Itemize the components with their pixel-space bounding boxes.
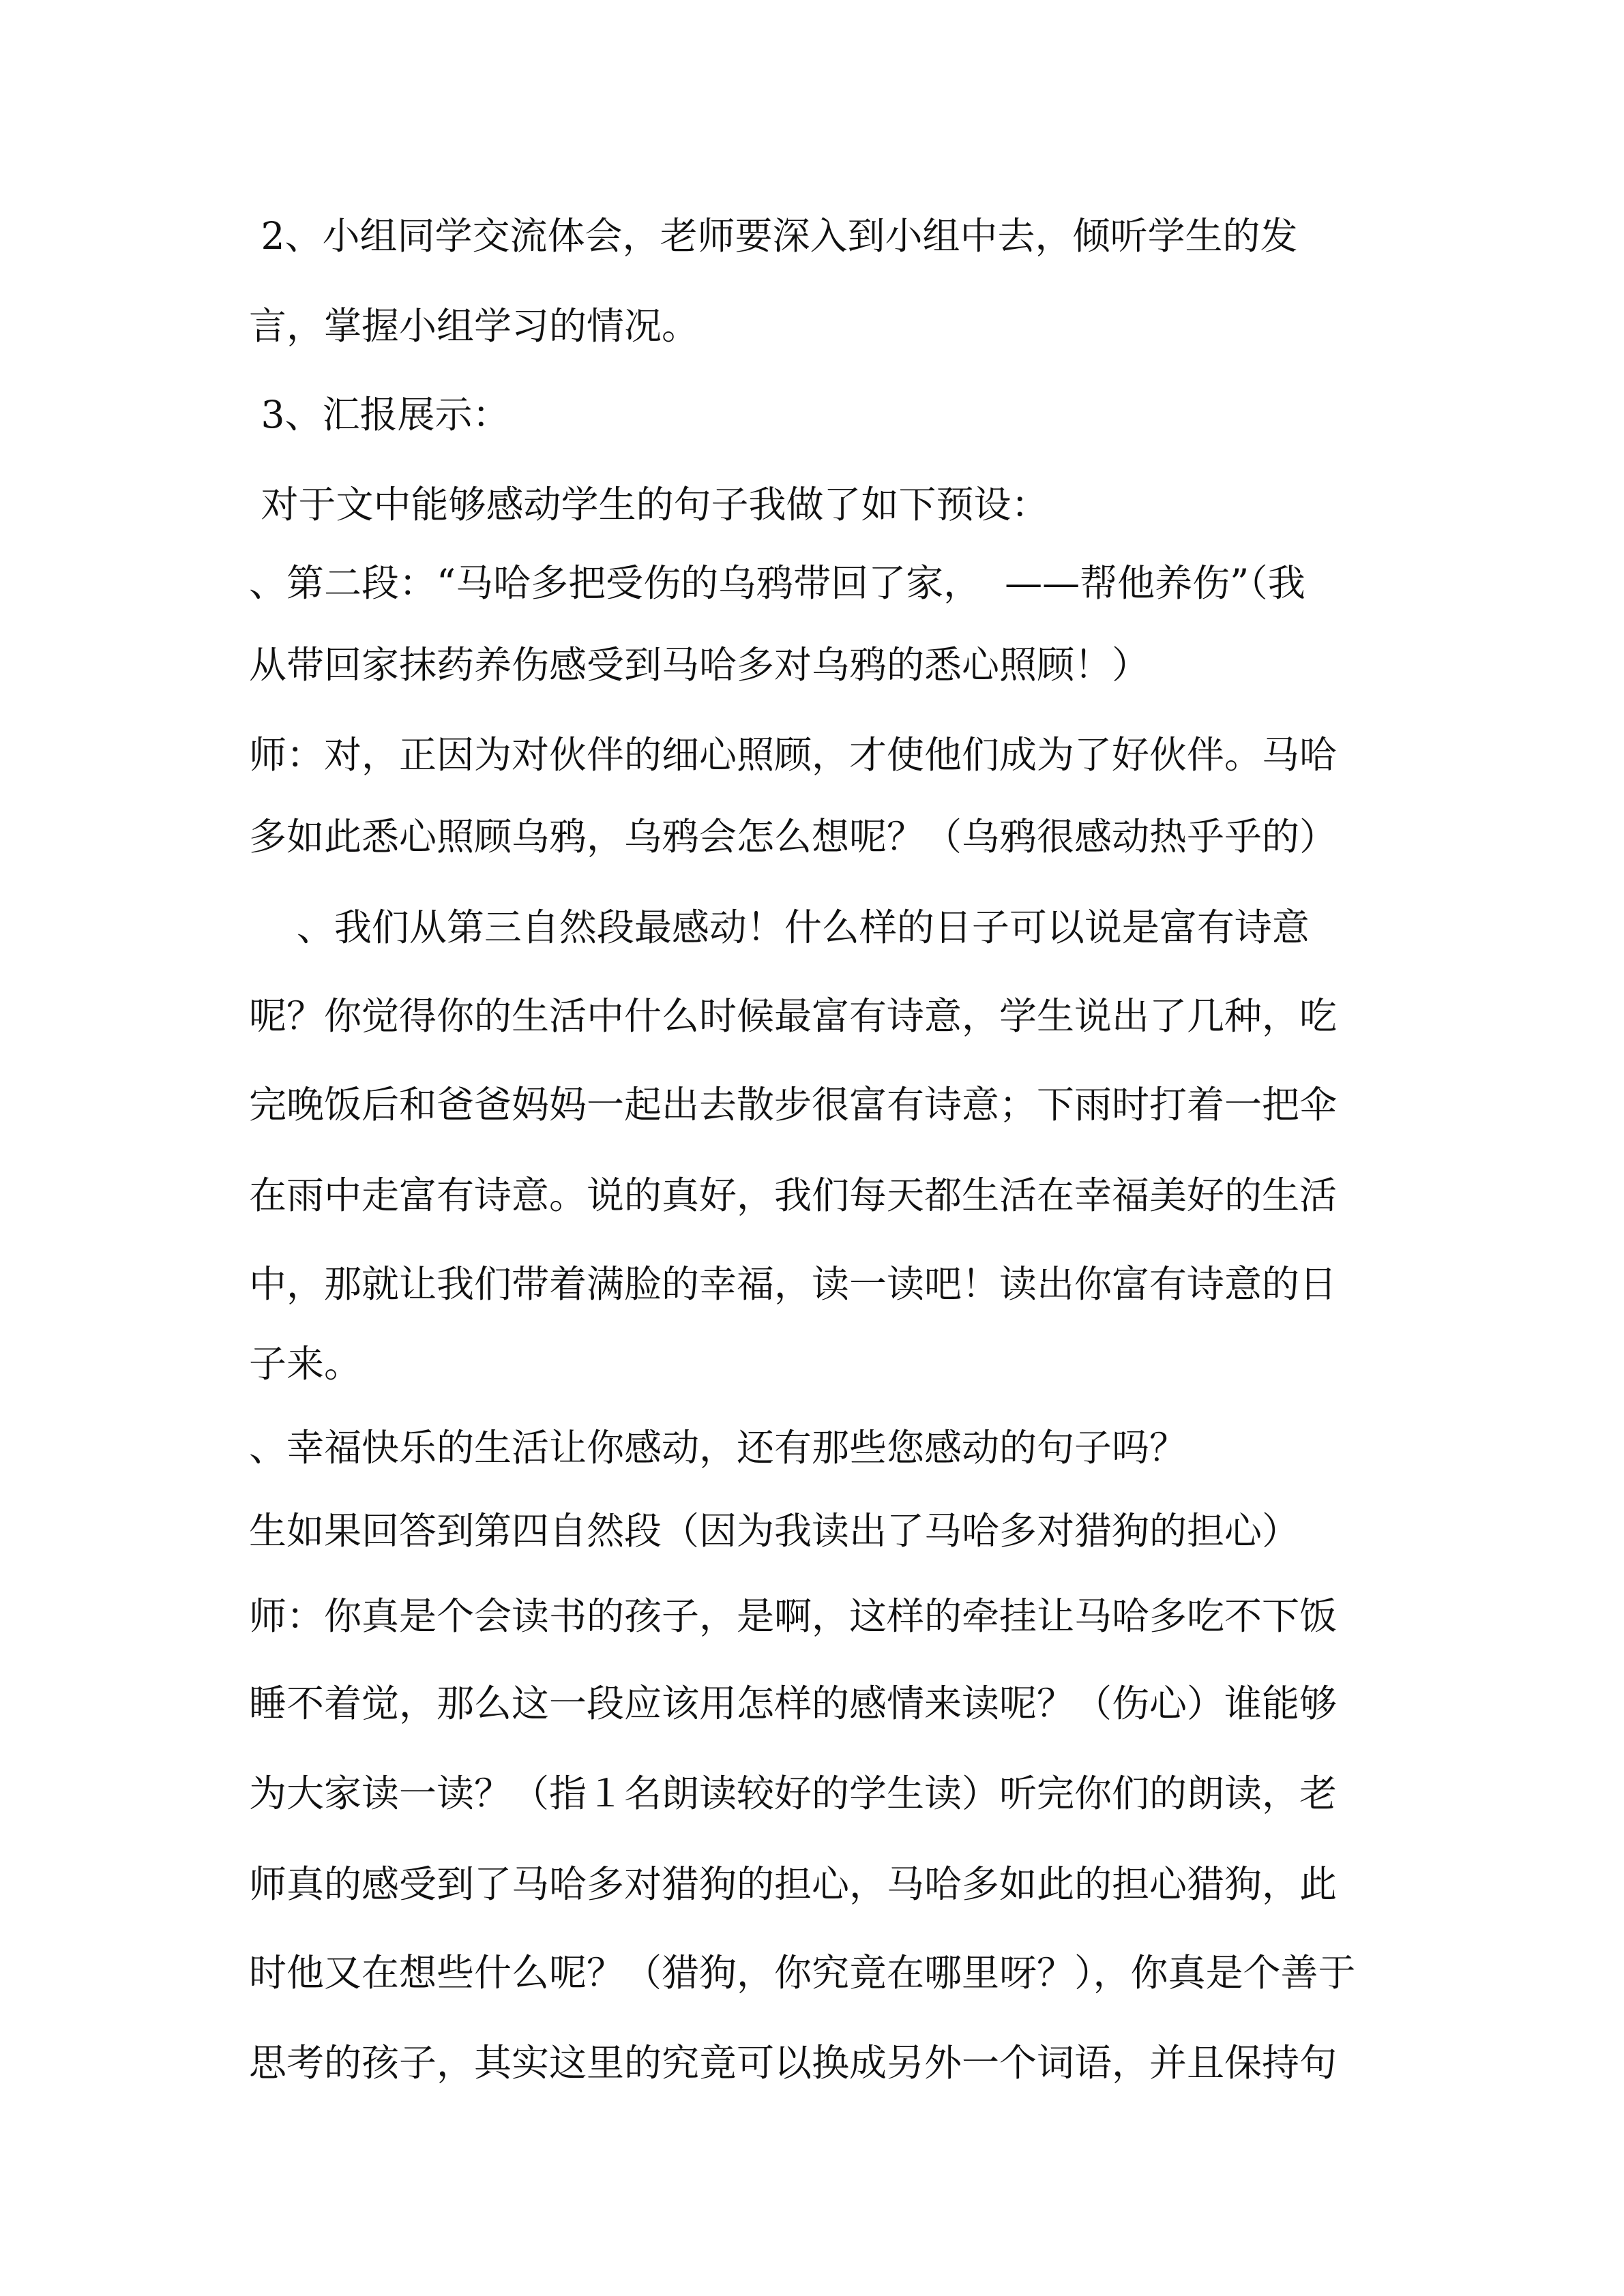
text-line: 生如果回答到第四自然段（因为我读出了马哈多对猎狗的担心） [249, 1509, 1300, 1553]
text-line: 2、小组同学交流体会，老师要深入到小组中去，倾听学生的发 [249, 214, 1298, 258]
text-line: 在雨中走富有诗意。说的真好，我们每天都生活在幸福美好的生活 [249, 1174, 1338, 1217]
text-line: 中，那就让我们带着满脸的幸福，读一读吧！读出你富有诗意的日 [249, 1262, 1338, 1306]
text-line: 子来。 [249, 1342, 362, 1386]
text-line: 为大家读一读？（指１名朗读较好的学生读）听完你们的朗读，老 [249, 1772, 1338, 1815]
text-line: 时他又在想些什么呢？（猎狗，你究竟在哪里呀？），你真是个善于 [249, 1951, 1356, 1995]
text-line: 言，掌握小组学习的情况。 [249, 304, 700, 348]
text-line: 3、汇报展示： [249, 393, 510, 436]
text-line: 多如此悉心照顾乌鸦，乌鸦会怎么想呢？（乌鸦很感动热乎乎的） [249, 815, 1338, 859]
text-line: 对于文中能够感动学生的句子我做了如下预设： [249, 483, 1049, 526]
text-line: 从带回家抹药养伤感受到马哈多对乌鸦的悉心照顾！） [249, 643, 1150, 687]
text-line: 、我们从第三自然段最感动！什么样的日子可以说是富有诗意 [249, 906, 1310, 949]
text-line: 、幸福快乐的生活让你感动，还有那些您感动的句子吗？ [249, 1426, 1187, 1470]
text-line: 师：你真是个会读书的孩子，是啊，这样的牵挂让马哈多吃不下饭 [249, 1594, 1338, 1638]
text-line: 睡不着觉，那么这一段应该用怎样的感情来读呢？（伤心）谁能够 [249, 1682, 1338, 1725]
text-line: 呢？你觉得你的生活中什么时候最富有诗意，学生说出了几种，吃 [249, 994, 1338, 1038]
text-line: 思考的孩子，其实这里的究竟可以换成另外一个词语，并且保持句 [249, 2041, 1338, 2085]
text-line: 师：对，正因为对伙伴的细心照顾，才使他们成为了好伙伴。马哈 [249, 733, 1338, 777]
text-line: 师真的感受到了马哈多对猎狗的担心，马哈多如此的担心猎狗，此 [249, 1862, 1338, 1906]
text-line: 完晚饭后和爸爸妈妈一起出去散步很富有诗意；下雨时打着一把伞 [249, 1083, 1338, 1127]
text-line: 、第二段：“马哈多把受伤的乌鸦带回了家， ——帮他养伤”（我 [249, 561, 1305, 605]
